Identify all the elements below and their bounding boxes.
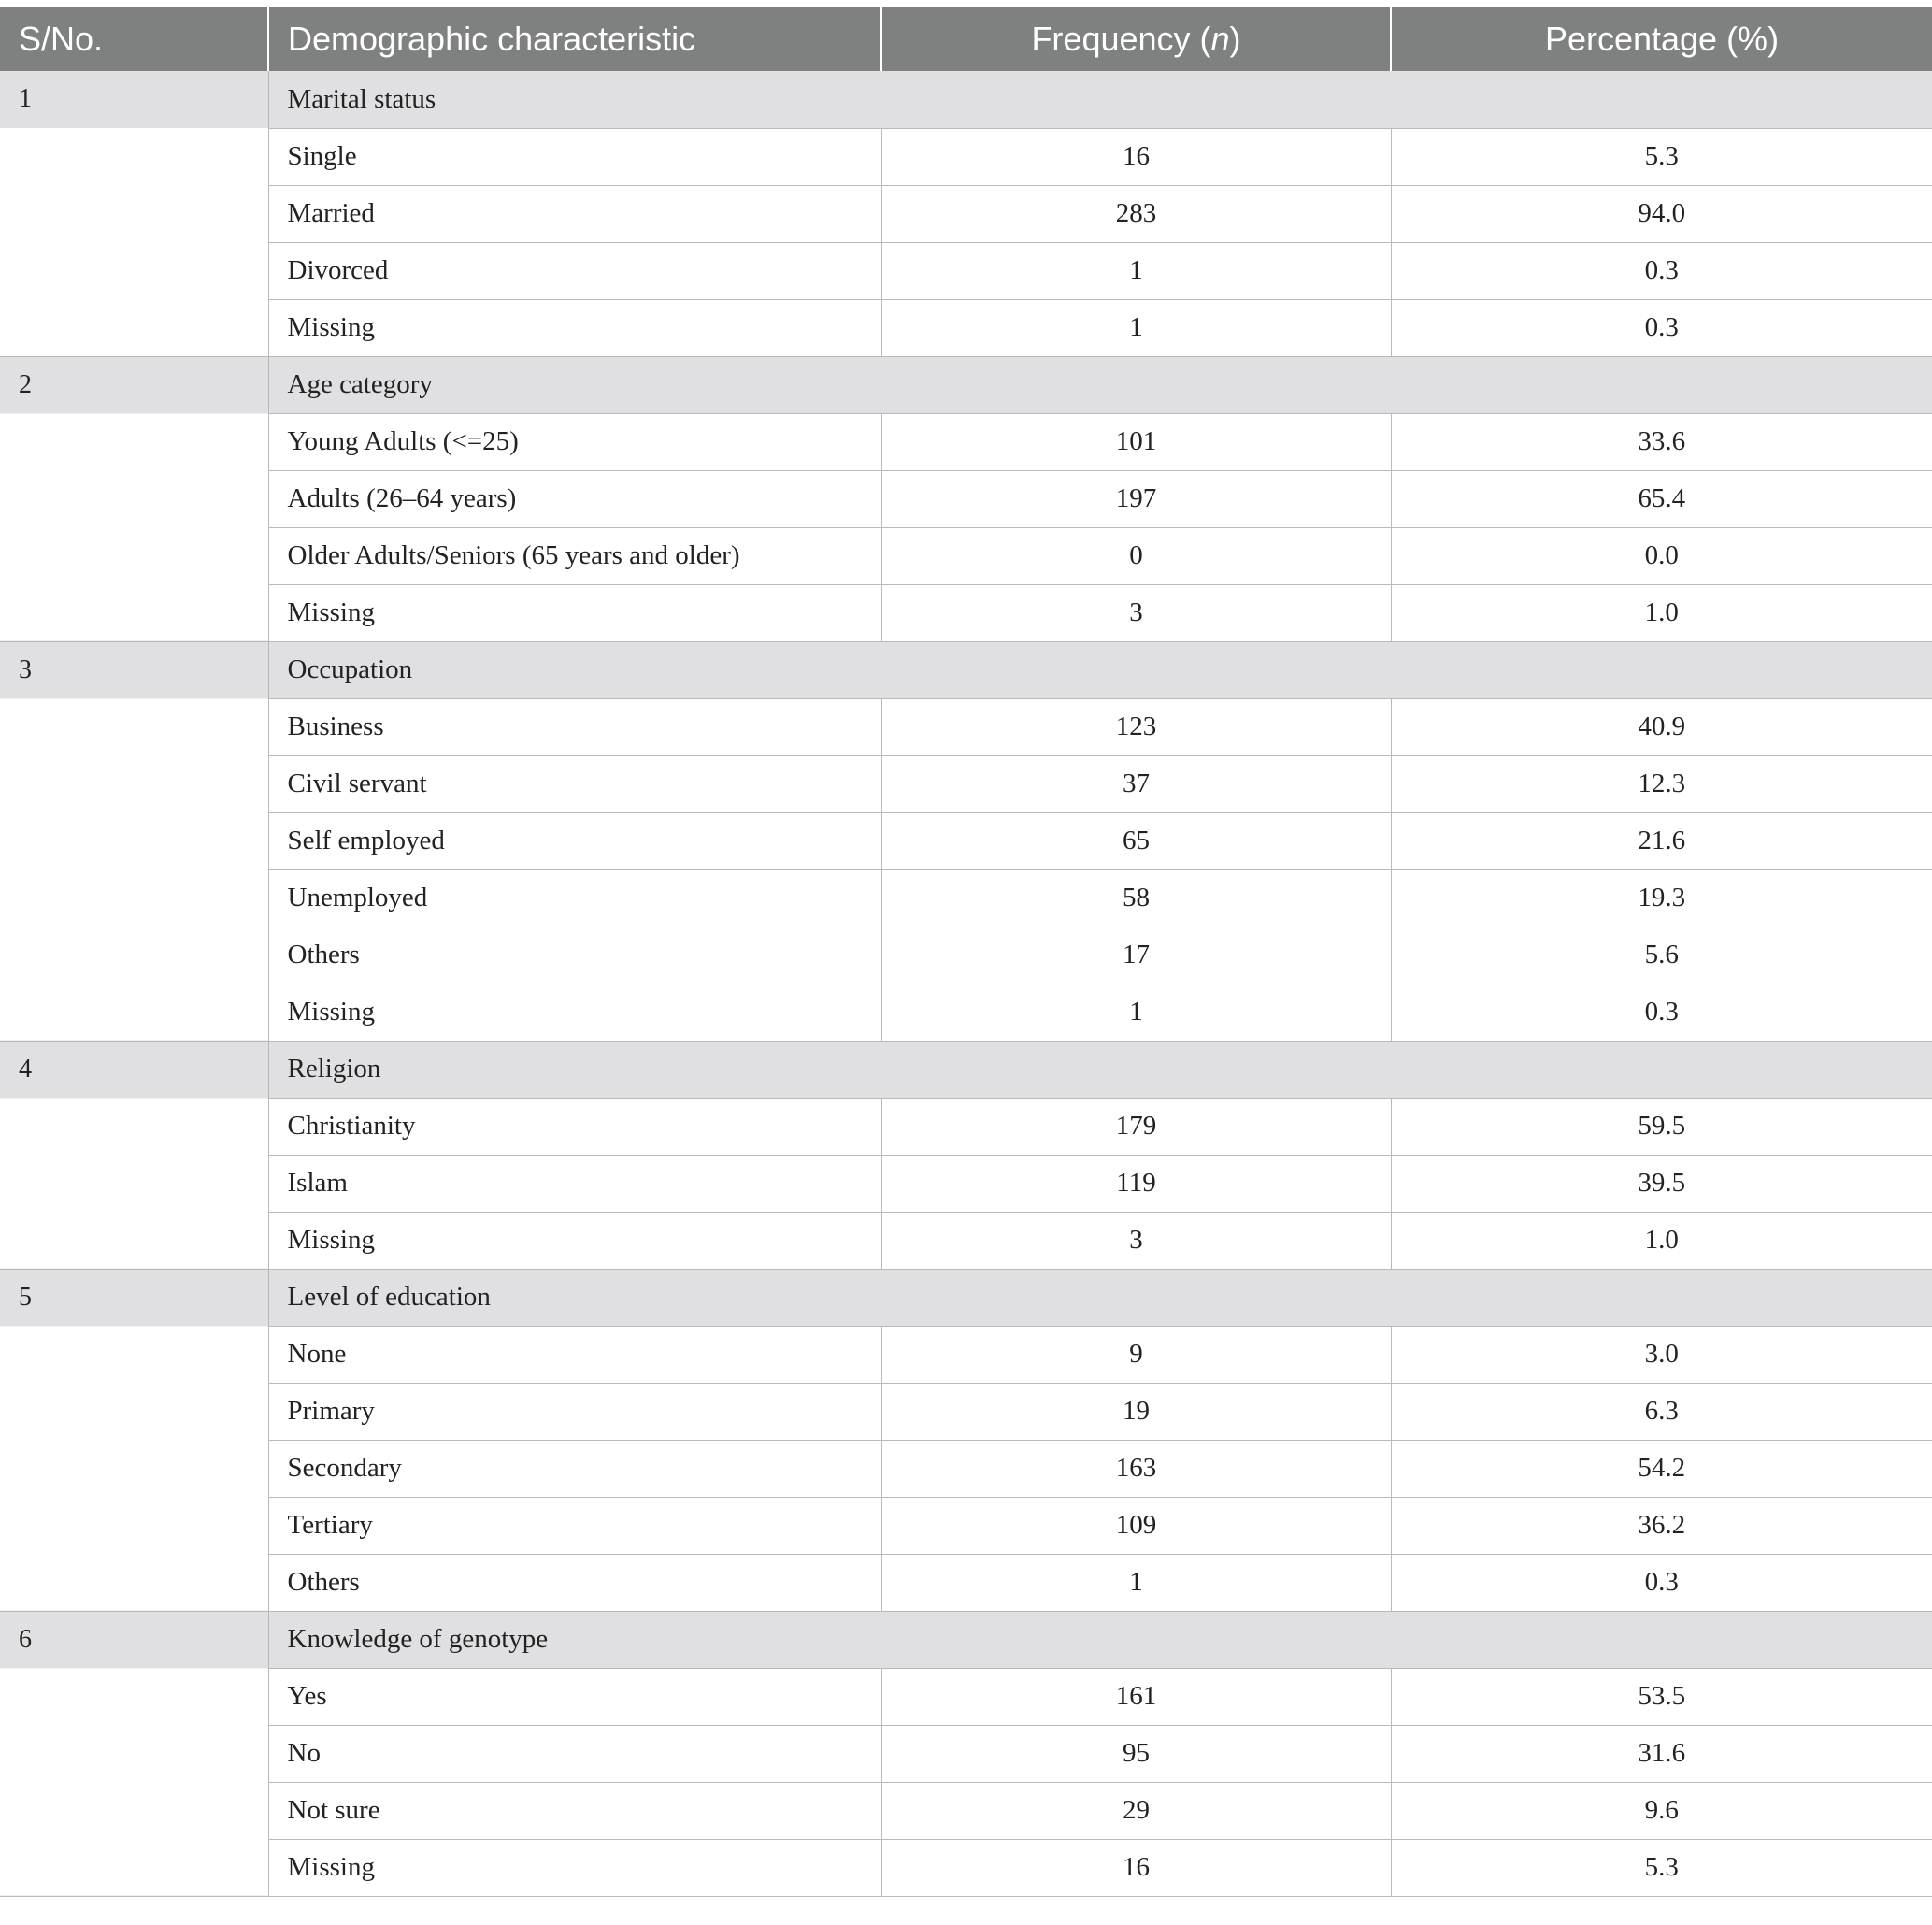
- table-row: [0, 984, 1932, 1041]
- frequency-cell: 19: [881, 1383, 1391, 1440]
- percentage-cell: 0.3: [1391, 984, 1932, 1041]
- frequency-cell: 1: [881, 242, 1391, 299]
- row-label: Tertiary: [268, 1497, 881, 1554]
- row-label: Young Adults (<=25): [268, 413, 881, 470]
- category-title: Age category: [268, 356, 1932, 413]
- row-label: Older Adults/Seniors (65 years and older): [268, 527, 881, 584]
- table-row: [0, 1782, 1932, 1839]
- header-frequency-text: Frequency (: [1031, 20, 1211, 58]
- frequency-cell: 119: [881, 1155, 1391, 1212]
- header-frequency: [881, 7, 1391, 71]
- percentage-cell: 59.5: [1391, 1098, 1932, 1155]
- frequency-cell: 3: [881, 584, 1391, 641]
- percentage-cell: 5.3: [1391, 1839, 1932, 1896]
- category-row: [0, 641, 1932, 698]
- percentage-cell: 1.0: [1391, 1212, 1932, 1269]
- percentage-cell: 31.6: [1391, 1725, 1932, 1782]
- frequency-cell: 179: [881, 1098, 1391, 1155]
- frequency-cell: 95: [881, 1725, 1391, 1782]
- row-label: Yes: [268, 1668, 881, 1725]
- table-row: [0, 584, 1932, 641]
- section-number: 2: [0, 356, 268, 641]
- frequency-cell: 37: [881, 755, 1391, 812]
- frequency-cell: 1: [881, 1554, 1391, 1611]
- percentage-cell: 53.5: [1391, 1668, 1932, 1725]
- frequency-cell: 123: [881, 698, 1391, 755]
- row-label: None: [268, 1326, 881, 1383]
- category-title: Marital status: [268, 71, 1932, 128]
- row-label: Missing: [268, 299, 881, 356]
- table-row: [0, 1554, 1932, 1611]
- percentage-cell: 0.3: [1391, 299, 1932, 356]
- header-demographic-characteristic: Demographic characteristic: [268, 7, 881, 71]
- row-label: Secondary: [268, 1440, 881, 1497]
- table-body: [0, 71, 1932, 1896]
- table-row: [0, 1839, 1932, 1896]
- frequency-cell: 58: [881, 869, 1391, 927]
- frequency-cell: 101: [881, 413, 1391, 470]
- frequency-cell: 65: [881, 812, 1391, 869]
- percentage-cell: 54.2: [1391, 1440, 1932, 1497]
- percentage-cell: 5.6: [1391, 927, 1932, 984]
- percentage-cell: 21.6: [1391, 812, 1932, 869]
- row-label: Missing: [268, 1212, 881, 1269]
- category-title: Knowledge of genotype: [268, 1611, 1932, 1668]
- table-row: [0, 927, 1932, 984]
- table-row: [0, 698, 1932, 755]
- demographics-table: [0, 7, 1932, 1897]
- table-row: [0, 1383, 1932, 1440]
- row-label: Single: [268, 128, 881, 185]
- table-row: [0, 755, 1932, 812]
- header-sno: S/No.: [0, 7, 268, 71]
- table-row: [0, 242, 1932, 299]
- row-label: Missing: [268, 984, 881, 1041]
- percentage-cell: 40.9: [1391, 698, 1932, 755]
- percentage-cell: 39.5: [1391, 1155, 1932, 1212]
- table-row: [0, 1668, 1932, 1725]
- category-row: [0, 356, 1932, 413]
- percentage-cell: 0.0: [1391, 527, 1932, 584]
- category-title: Religion: [268, 1041, 1932, 1098]
- row-label: Missing: [268, 584, 881, 641]
- frequency-cell: 1: [881, 984, 1391, 1041]
- table-row: [0, 413, 1932, 470]
- category-title: Occupation: [268, 641, 1932, 698]
- table-header: [0, 7, 1932, 71]
- table-row: [0, 299, 1932, 356]
- category-row: [0, 71, 1932, 128]
- category-row: [0, 1041, 1932, 1098]
- category-title: Level of education: [268, 1269, 1932, 1326]
- frequency-cell: 29: [881, 1782, 1391, 1839]
- frequency-cell: 161: [881, 1668, 1391, 1725]
- row-label: Married: [268, 185, 881, 242]
- section-number: 6: [0, 1611, 268, 1896]
- table-row: [0, 812, 1932, 869]
- row-label: Islam: [268, 1155, 881, 1212]
- row-label: Others: [268, 1554, 881, 1611]
- table-row: [0, 1098, 1932, 1155]
- demographics-table-container: [0, 7, 1932, 1897]
- row-label: Missing: [268, 1839, 881, 1896]
- table-row: [0, 185, 1932, 242]
- frequency-cell: 109: [881, 1497, 1391, 1554]
- percentage-cell: 9.6: [1391, 1782, 1932, 1839]
- row-label: No: [268, 1725, 881, 1782]
- percentage-cell: 12.3: [1391, 755, 1932, 812]
- header-frequency-n: n: [1210, 20, 1230, 58]
- header-frequency-close: ): [1229, 20, 1241, 58]
- frequency-cell: 16: [881, 1839, 1391, 1896]
- table-row: [0, 1155, 1932, 1212]
- section-number: 5: [0, 1269, 268, 1611]
- row-label: Civil servant: [268, 755, 881, 812]
- header-row: [0, 7, 1932, 71]
- table-row: [0, 527, 1932, 584]
- table-row: [0, 1212, 1932, 1269]
- row-label: Adults (26–64 years): [268, 470, 881, 527]
- frequency-cell: 9: [881, 1326, 1391, 1383]
- row-label: Unemployed: [268, 869, 881, 927]
- percentage-cell: 5.3: [1391, 128, 1932, 185]
- percentage-cell: 6.3: [1391, 1383, 1932, 1440]
- percentage-cell: 1.0: [1391, 584, 1932, 641]
- percentage-cell: 94.0: [1391, 185, 1932, 242]
- percentage-cell: 0.3: [1391, 242, 1932, 299]
- percentage-cell: 65.4: [1391, 470, 1932, 527]
- table-row: [0, 470, 1932, 527]
- section-number: 4: [0, 1041, 268, 1269]
- table-row: [0, 1497, 1932, 1554]
- row-label: Not sure: [268, 1782, 881, 1839]
- percentage-cell: 3.0: [1391, 1326, 1932, 1383]
- section-number: 3: [0, 641, 268, 1041]
- row-label: Primary: [268, 1383, 881, 1440]
- table-row: [0, 1326, 1932, 1383]
- category-row: [0, 1611, 1932, 1668]
- row-label: Christianity: [268, 1098, 881, 1155]
- table-row: [0, 1725, 1932, 1782]
- section-number: 1: [0, 71, 268, 356]
- frequency-cell: 16: [881, 128, 1391, 185]
- frequency-cell: 163: [881, 1440, 1391, 1497]
- percentage-cell: 36.2: [1391, 1497, 1932, 1554]
- table-row: [0, 128, 1932, 185]
- frequency-cell: 283: [881, 185, 1391, 242]
- frequency-cell: 1: [881, 299, 1391, 356]
- percentage-cell: 33.6: [1391, 413, 1932, 470]
- category-row: [0, 1269, 1932, 1326]
- frequency-cell: 197: [881, 470, 1391, 527]
- frequency-cell: 3: [881, 1212, 1391, 1269]
- header-percentage: Percentage (%): [1391, 7, 1932, 71]
- row-label: Business: [268, 698, 881, 755]
- row-label: Divorced: [268, 242, 881, 299]
- frequency-cell: 0: [881, 527, 1391, 584]
- table-row: [0, 869, 1932, 927]
- table-row: [0, 1440, 1932, 1497]
- row-label: Self employed: [268, 812, 881, 869]
- frequency-cell: 17: [881, 927, 1391, 984]
- row-label: Others: [268, 927, 881, 984]
- percentage-cell: 19.3: [1391, 869, 1932, 927]
- percentage-cell: 0.3: [1391, 1554, 1932, 1611]
